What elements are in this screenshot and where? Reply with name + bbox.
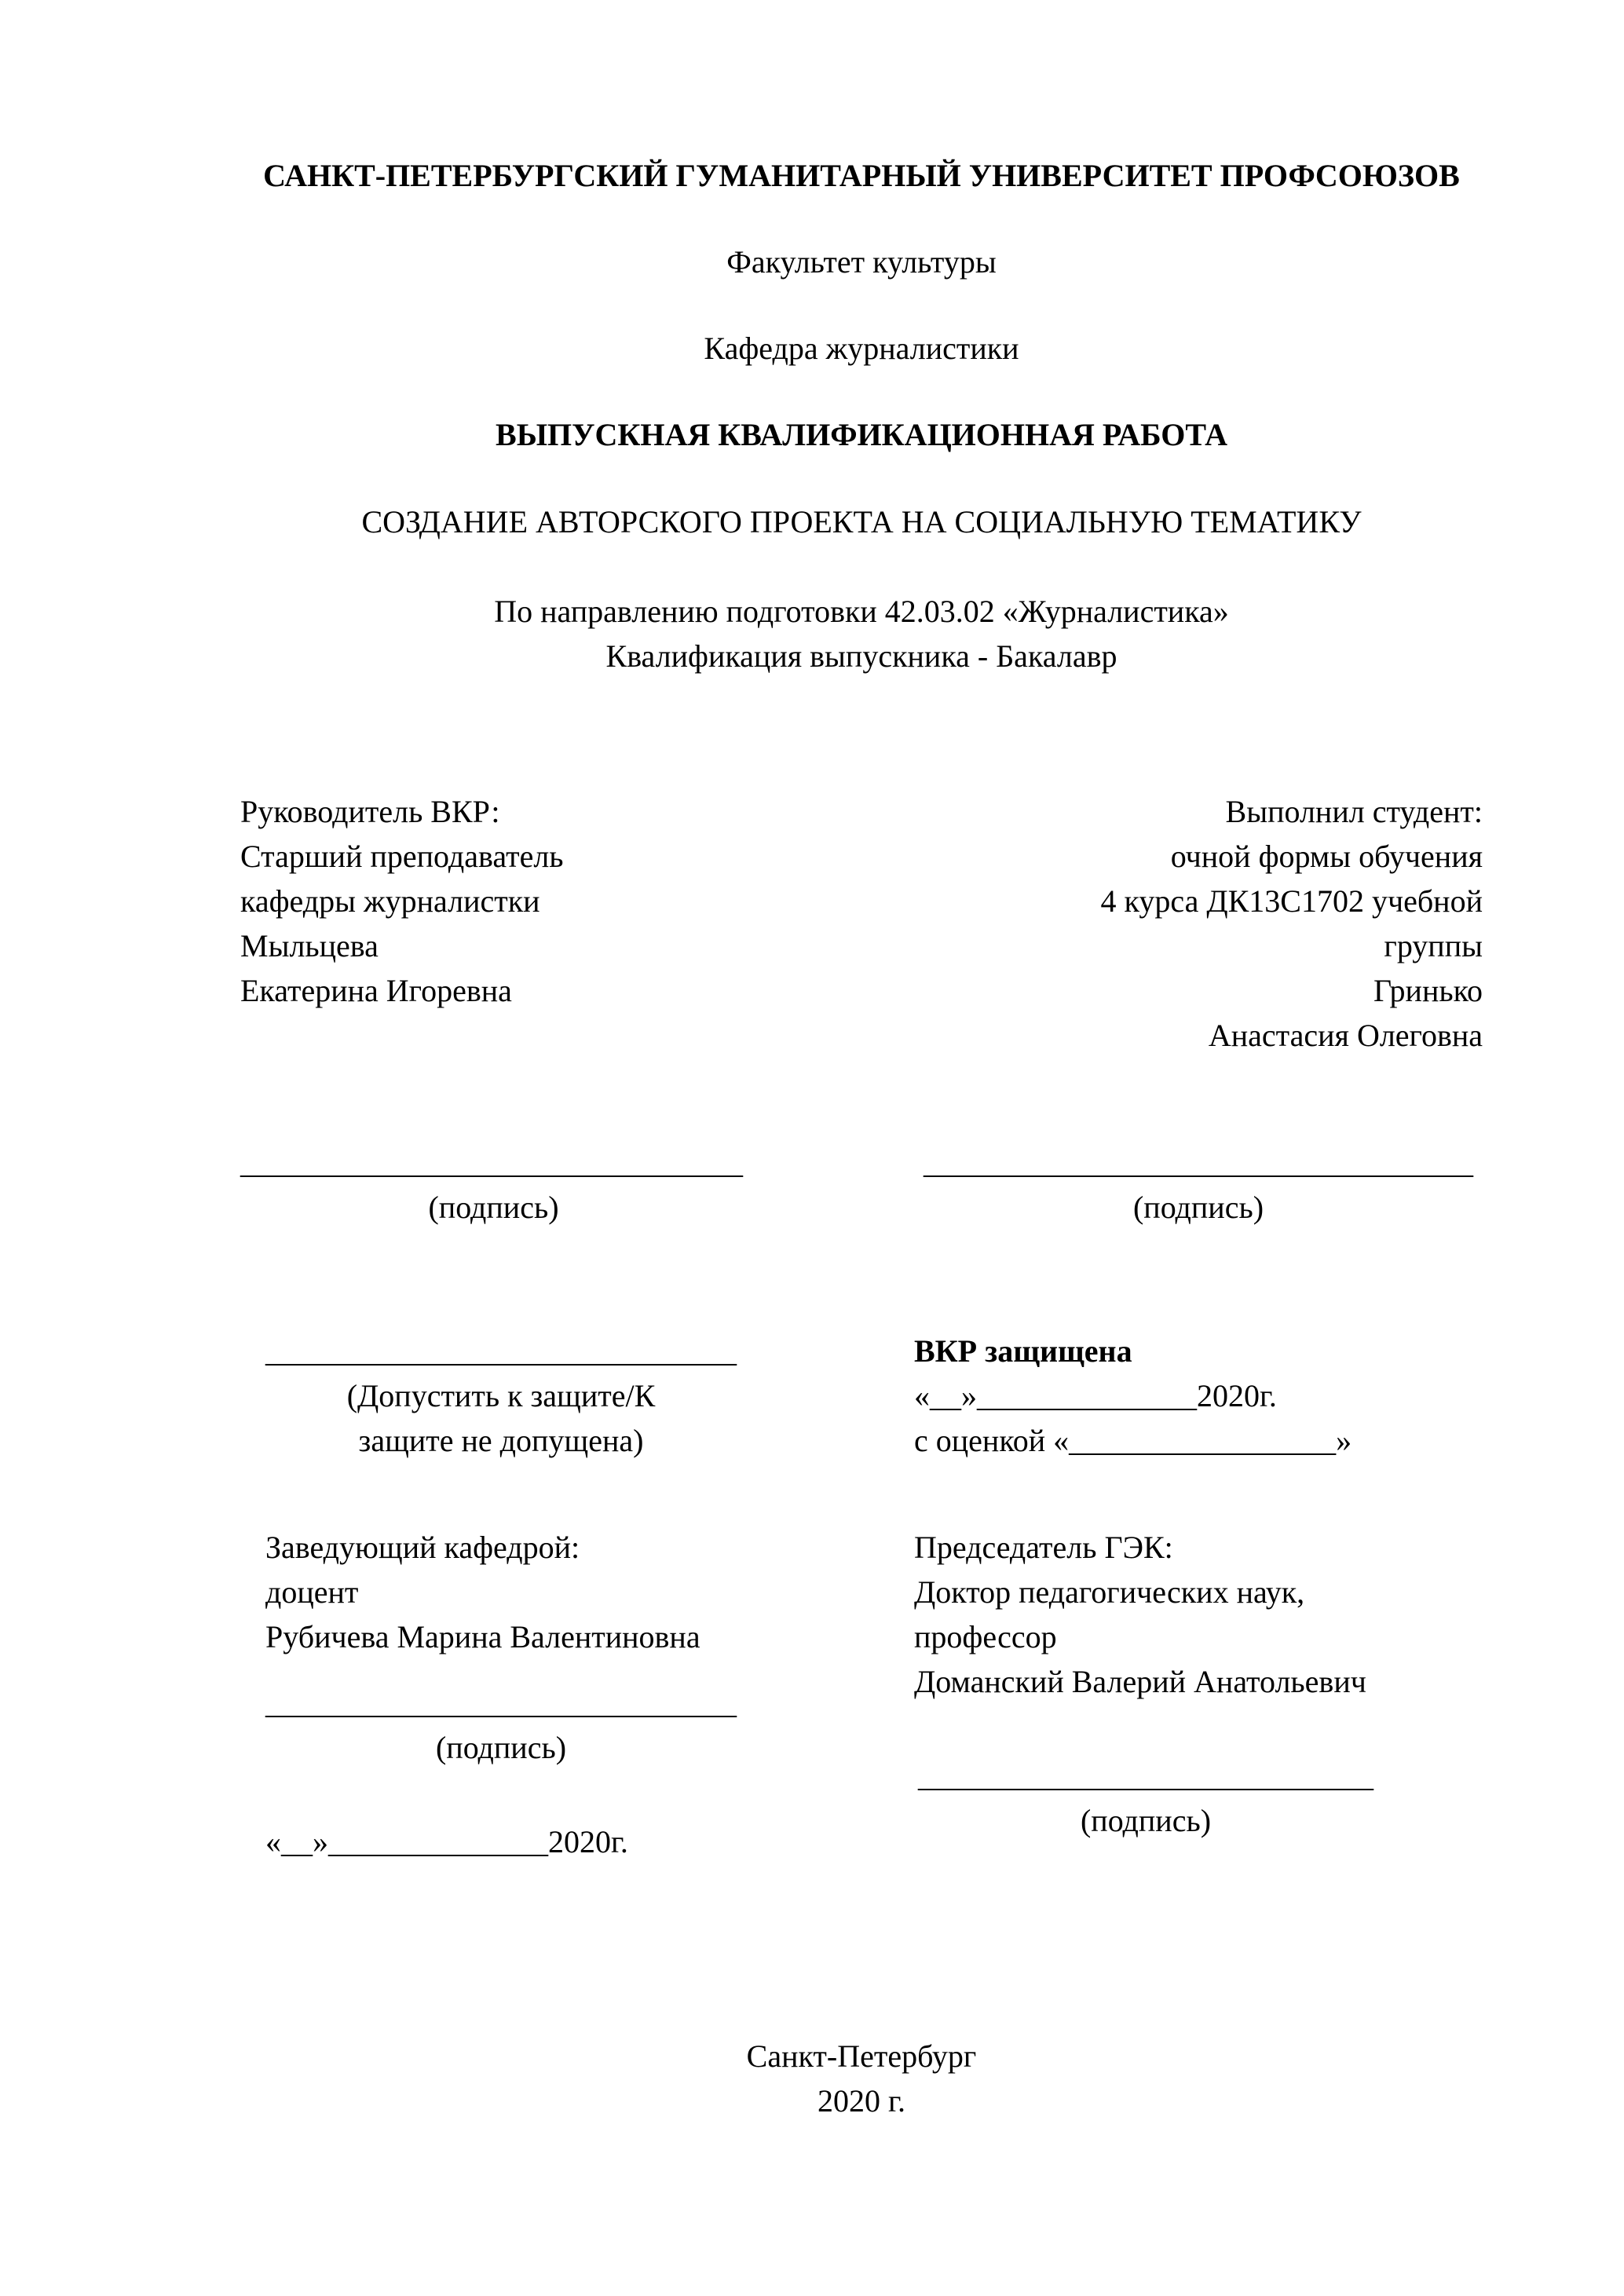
supervisor-name-line: Екатерина Игоревна [240,973,512,1008]
supervisor-role-line: Руководитель ВКР: [240,794,500,829]
defense-title: ВКР защищена [914,1333,1132,1369]
head-signature-block [265,1680,737,1770]
committee-role-line: Председатель ГЭК: [914,1530,1173,1565]
student-surname-line: Гринько [1373,973,1483,1008]
supervisor-department-line: кафедры журналистки [240,883,540,919]
committee-block [914,1525,1483,1704]
student-role-line: Выполнил студент: [1225,794,1483,829]
admission-block [265,1329,737,1463]
defense-grade-line: с оценкой «_________________» [914,1423,1352,1458]
student-name-line: Анастасия Олеговна [1208,1018,1483,1053]
signatories-section [240,789,1483,1864]
footer [240,2034,1483,2123]
admission-caption-line2: защите не допущена) [358,1423,644,1458]
student-signature-block [914,1140,1483,1230]
footer-city: Санкт-Петербург [746,2038,977,2074]
head-position-line: доцент [265,1574,359,1610]
admission-caption-line1: (Допустить к защите/К [346,1378,656,1413]
supervisor-position-line: Старший преподаватель [240,839,564,874]
footer-year: 2020 г. [817,2083,905,2119]
thesis-title: СОЗДАНИЕ АВТОРСКОГО ПРОЕКТА НА СОЦИАЛЬНУЮ ТЕМАТИКУ [361,504,1362,539]
work-type-title: ВЫПУСКНАЯ КВАЛИФИКАЦИОННАЯ РАБОТА [496,417,1227,452]
committee-degree-line: Доктор педагогических наук, [914,1574,1305,1610]
student-signature-line: ___________________________________ [924,1145,1473,1180]
head-signature-line: ______________________________ [265,1685,737,1720]
committee-signature-caption: (подпись) [1080,1803,1212,1838]
university-title: САНКТ-ПЕТЕРБУРГСКИЙ ГУМАНИТАРНЫЙ УНИВЕРСИТЕТ ПРОФСОЮЗОВ [263,158,1460,193]
supervisor-block [240,789,774,1013]
supervisor-surname-line: Мыльцева [240,928,379,963]
student-signature-caption: (подпись) [1132,1190,1264,1225]
head-role-line: Заведующий кафедрой: [265,1530,580,1565]
defense-date-line: «__»______________2020г. [914,1378,1277,1413]
admission-signature-line: ______________________________ [265,1333,737,1369]
student-form-line: очной формы обучения [1170,839,1483,874]
student-course-line: 4 курса ДК13С1702 учебной [1100,883,1483,919]
committee-signature-block [914,1753,1377,1843]
committee-signature-line: _____________________________ [918,1758,1373,1793]
department-line: Кафедра журналистики [704,331,1019,366]
head-signature-caption: (подпись) [435,1730,567,1765]
head-of-department-block [265,1525,774,1659]
head-date-line: «__»______________2020г. [265,1824,628,1859]
student-group-line: группы [1384,928,1483,963]
qualification-line: Квалификация выпускника - Бакалавр [605,638,1117,674]
supervisor-signature-line: ________________________________ [240,1145,743,1180]
committee-name-line: Доманский Валерий Анатольевич [914,1664,1366,1699]
committee-title-line: профессор [914,1619,1057,1654]
supervisor-signature-caption: (подпись) [428,1190,559,1225]
defense-block [914,1329,1483,1463]
program-line: По направлению подготовки 42.03.02 «Журналистика» [494,594,1229,629]
left-column [240,789,774,1864]
head-name-line: Рубичева Марина Валентиновна [265,1619,700,1654]
student-block [914,789,1483,1058]
supervisor-signature-block [240,1140,747,1230]
faculty-line: Факультет культуры [726,244,997,280]
right-column [914,789,1483,1864]
